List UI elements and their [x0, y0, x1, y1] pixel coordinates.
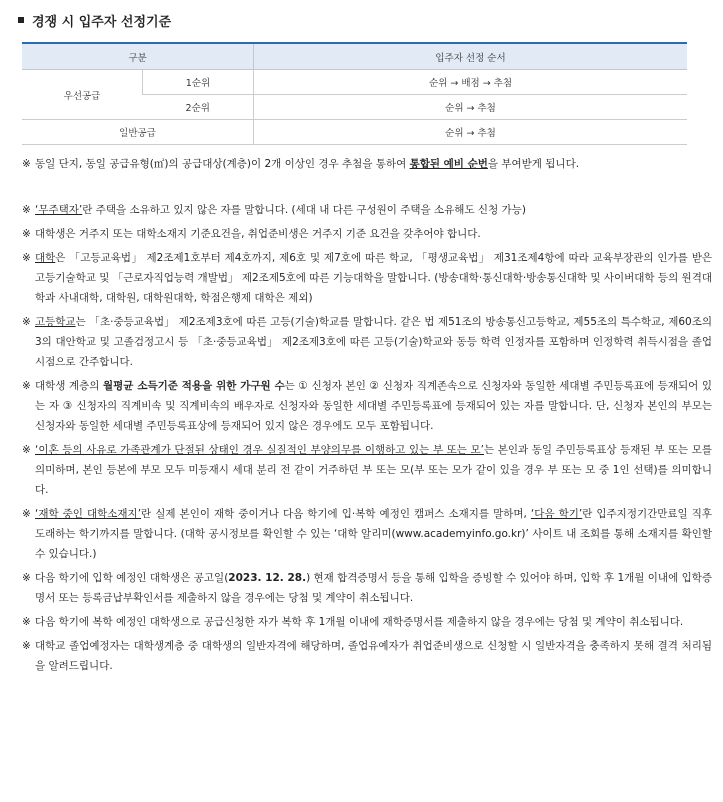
emphasis-text: 통합된 예비 순번: [409, 158, 488, 170]
term-text: ‘무주택자’: [35, 204, 83, 216]
reference-mark: ※: [22, 380, 31, 392]
note-text: 대학교 졸업예정자는 대학생계층 중 대학생의 일반자격에 해당하며, 졸업유예자가 취업준비생으로 신청할 시 일반자격을 충족하지 못해 결격 처리됨을 알려드립니다.: [35, 640, 712, 672]
note-item: [22, 248, 712, 308]
note-item: [22, 312, 712, 372]
note-text: 고등학교는 「초·중등교육법」 제2조제3호에 따른 고등(기술)학교를 말합니다. 같은 법 제51조의 방송통신고등학교, 제55조의 특수학교, 제60조의3의 대안학교 및 고졸검정고시 등 「초·중등교육법」 제2조제3호에 따른 고등(기술)학교와 동등 학력 인정자를 포함하며 인정학력 취득시점을 졸업시점으로 간주합니다.: [35, 316, 712, 368]
note-item: [22, 154, 712, 174]
reference-mark: ※: [22, 640, 31, 652]
note-item: [22, 440, 712, 500]
note-text: 다음 학기에 입학 예정인 대학생은 공고일(2023. 12. 28.) 현재 합격증명서 등을 통해 입학을 증빙할 수 있어야 하며, 입학 후 1개월 이내에 입학증명서 또는 등록금납부확인서를 제출하지 않을 경우에는 당첨 및 계약이 취소됩니다.: [35, 572, 712, 604]
term-text: 대학: [35, 252, 56, 264]
reference-mark: ※: [22, 616, 31, 628]
note-text: 동일 단지, 동일 공급유형(㎡)의 공급대상(계층)이 2개 이상인 경우 추첨을 통하여 통합된 예비 순번을 부여받게 됩니다.: [35, 158, 580, 170]
note-item: [22, 224, 712, 244]
term-text: 고등학교: [35, 316, 76, 328]
term-text: ‘재학 중인 대학소재지’: [35, 508, 142, 520]
term-text: ‘다음 학기’: [530, 508, 583, 520]
table-row: [22, 120, 687, 145]
note-item: [22, 504, 712, 564]
reference-mark: ※: [22, 444, 31, 456]
general-supply-cell: 일반공급: [22, 120, 254, 145]
note-item: [22, 200, 712, 220]
term-text: ‘이혼 등의 사유로 가족관계가 단절된 상태인 경우 실질적인 부양의무를 이행하고 있는 부 또는 모’: [35, 444, 484, 456]
priority-supply-cell: 우선공급: [22, 70, 143, 120]
note-text: 다음 학기에 복학 예정인 대학생으로 공급신청한 자가 복학 후 1개월 이내에 재학증명서를 제출하지 않을 경우에는 당첨 및 계약이 취소됩니다.: [35, 616, 684, 628]
reference-mark: ※: [22, 204, 31, 216]
section-heading: [18, 10, 709, 30]
order-cell: 순위 → 추첨: [254, 95, 688, 120]
table-row: [22, 70, 687, 95]
reference-mark: ※: [22, 228, 31, 240]
emphasis-text: 월평균 소득기준 적용을 위한 가구원 수: [103, 380, 285, 392]
square-bullet-icon: [18, 17, 24, 23]
note-text: 대학은 「고등교육법」 제2조제1호부터 제4호까지, 제6호 및 제7호에 따른 학교, 「평생교육법」 제31조제4항에 따라 교육부장관의 인가를 받은 고등기술학교 및 「근로자직업능력 개발법」 제2조제5호에 따른 기능대학을 말합니다. (방송대학·통신대학·방송통신대학 및 사이버대학 등의 원격대학과 사내대학, 대학원, 대학원대학, 학점은행제 대학은 제외): [35, 252, 712, 304]
reference-mark: ※: [22, 316, 31, 328]
selection-criteria-table: [22, 42, 687, 145]
note-item: [22, 568, 712, 608]
note-text: ‘이혼 등의 사유로 가족관계가 단절된 상태인 경우 실질적인 부양의무를 이행하고 있는 부 또는 모’는 본인과 동일 주민등록표상 등재된 부 또는 모를 의미하며, 본인 등본에 부모 모두 미등재시 세대 분리 전 같이 거주하던 부 또는 모(부 또는 모가 같이 있을 경우 부 또는 모 중 1인 선택)를 의미합니다.: [35, 444, 713, 496]
section-title: 경쟁 시 입주자 선정기준: [32, 14, 172, 30]
header-category: 구분: [22, 43, 254, 70]
note-text: 대학생은 거주지 또는 대학소재지 기준요건을, 취업준비생은 거주지 기준 요건을 갖추어야 합니다.: [35, 228, 481, 240]
announcement-date: 2023. 12. 28.: [228, 572, 307, 584]
note-item: [22, 612, 712, 632]
reference-mark: ※: [22, 508, 31, 520]
note-text: 대학생 계층의 월평균 소득기준 적용을 위한 가구원 수는 ① 신청자 본인 ② 신청자 직계존속으로 신청자와 동일한 세대별 주민등록표에 등재되어 있는 자 ③ 신청자의 직계비속 및 직계비속의 배우자로 신청자와 동일한 세대별 주민등록표에 등재되어 있는 자를 말합니다. 단, 신청자 본인의 부모는 신청자와 동일한 세대별 주민등록표상에 등재되어 있지 않은 경우에도 모두 포함됩니다.: [35, 380, 712, 432]
rank-cell: 1순위: [143, 70, 254, 95]
rank-cell: 2순위: [143, 95, 254, 120]
note-text: ‘재학 중인 대학소재지’란 실제 본인이 재학 중이거나 다음 학기에 입·복학 예정인 캠퍼스 소재지를 말하며, ‘다음 학기’란 입주지정기간만료일 직후 도래하는 학기까지를 말합니다. (대학 공시정보를 확인할 수 있는 ‘대학 알리미(www.academyinfo.go.kr)’ 사이트 내 조회를 통해 소재지를 확인할 수 있습니다.): [35, 508, 712, 560]
reference-mark: ※: [22, 158, 31, 170]
order-cell: 순위 → 추첨: [254, 120, 688, 145]
note-text: ‘무주택자’란 주택을 소유하고 있지 않은 자를 말합니다. (세대 내 다른 구성원이 주택을 소유해도 신청 가능): [35, 204, 526, 216]
order-cell: 순위 → 배점 → 추첨: [254, 70, 688, 95]
table-header-row: [22, 43, 687, 70]
notes-list: [22, 154, 712, 676]
note-item: [22, 376, 712, 436]
header-selection-order: 입주자 선정 순서: [254, 43, 688, 70]
note-item: [22, 636, 712, 676]
reference-mark: ※: [22, 572, 31, 584]
reference-mark: ※: [22, 252, 31, 264]
